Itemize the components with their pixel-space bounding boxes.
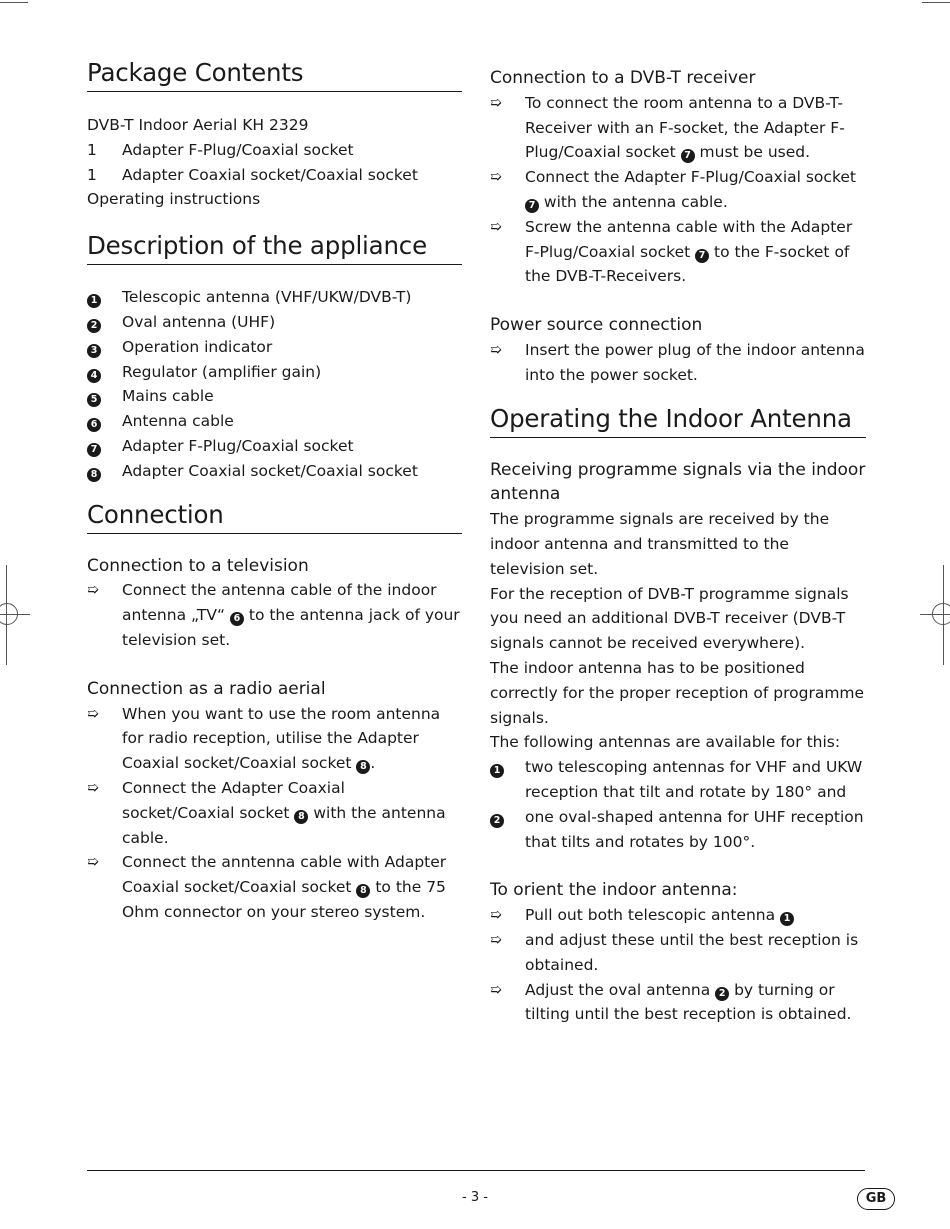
number-6-icon: 6 xyxy=(87,418,101,432)
number-7-icon: 7 xyxy=(525,199,539,213)
number-1-icon: 1 xyxy=(780,912,794,926)
list-item: 1 Telescopic antenna (VHF/UKW/DVB-T) xyxy=(87,285,462,310)
number-4-icon: 4 xyxy=(87,369,101,383)
arrow-right-icon: ➯ xyxy=(490,169,502,186)
arrow-right-icon: ➯ xyxy=(87,582,99,599)
list-item: 8 Adapter Coaxial socket/Coaxial socket xyxy=(87,459,462,484)
list-item: 5 Mains cable xyxy=(87,384,462,409)
parts-list xyxy=(87,285,462,483)
list-item: 6 Antenna cable xyxy=(87,409,462,434)
number-2-icon: 2 xyxy=(87,319,101,333)
arrow-right-icon: ➯ xyxy=(490,981,502,998)
number-8-icon: 8 xyxy=(356,884,370,898)
instruction-step: ➯ Pull out both telescopic antenna 1 xyxy=(490,903,866,928)
list-item: 2 one oval-shaped antenna for UHF reception that tilts and rotates by 100°. xyxy=(490,805,866,855)
instruction-step: ➯ Insert the power plug of the indoor antenna into the power socket. xyxy=(490,338,866,388)
list-item: 3 Operation indicator xyxy=(87,335,462,360)
paragraph: For the reception of DVB-T programme signals you need an additional DVB-T receiver (DVB-T signals cannot be received everywhere). xyxy=(490,584,849,653)
crop-mark-top-right xyxy=(922,2,950,3)
number-7-icon: 7 xyxy=(681,149,695,163)
arrow-right-icon: ➯ xyxy=(490,341,502,358)
package-line: 1 Adapter F-Plug/Coaxial socket xyxy=(87,138,462,163)
arrow-right-icon: ➯ xyxy=(87,854,99,871)
number-3-icon: 3 xyxy=(87,344,101,358)
instruction-step: ➯ Connect the Adapter Coaxial socket/Coaxial socket 8 with the antenna cable. xyxy=(87,776,462,850)
package-contents-list xyxy=(87,113,462,212)
instruction-step: ➯ Adjust the oval antenna 2 by turning or tilting until the best reception is obtained. xyxy=(490,978,866,1028)
arrow-right-icon: ➯ xyxy=(87,779,99,796)
quantity: 1 xyxy=(87,140,97,159)
paragraph: The indoor antenna has to be positioned correctly for the proper reception of programme signals. xyxy=(490,658,865,727)
number-8-icon: 8 xyxy=(87,468,101,482)
page-number: - 3 - xyxy=(462,1190,488,1205)
package-line: Operating instructions xyxy=(87,190,261,209)
power-connection-heading: Power source connection xyxy=(490,315,703,336)
instruction-step: ➯ Connect the Adapter F-Plug/Coaxial socket 7 with the antenna cable. xyxy=(490,165,866,215)
paragraph: The following antennas are available for this: xyxy=(490,733,841,752)
arrow-right-icon: ➯ xyxy=(87,705,99,722)
crop-mark-top-left xyxy=(0,2,28,3)
receiving-signals-heading: Receiving programme signals via the indoor antenna xyxy=(490,459,866,505)
description-title: Description of the appliance xyxy=(87,231,462,265)
number-6-icon: 6 xyxy=(230,612,244,626)
package-line: 1 Adapter Coaxial socket/Coaxial socket xyxy=(87,163,462,188)
list-item: 4 Regulator (amplifier gain) xyxy=(87,360,462,385)
paragraph: The programme signals are received by the indoor antenna and transmitted to the television set. xyxy=(490,510,830,578)
package-contents-title: Package Contents xyxy=(87,58,462,92)
quantity: 1 xyxy=(87,165,97,184)
arrow-right-icon: ➯ xyxy=(490,94,502,111)
connection-dvbt-heading: Connection to a DVB-T receiver xyxy=(490,68,756,88)
footer-divider xyxy=(87,1170,865,1171)
instruction-step: ➯ Connect the antenna cable of the indoor antenna „TV“ 6 to the antenna jack of your television set. xyxy=(87,578,462,652)
number-8-icon: 8 xyxy=(356,760,370,774)
left-column xyxy=(87,58,462,925)
orient-antenna-heading: To orient the indoor antenna: xyxy=(490,880,738,901)
operating-title: Operating the Indoor Antenna xyxy=(490,404,866,438)
number-1-icon: 1 xyxy=(87,294,101,308)
arrow-right-icon: ➯ xyxy=(490,218,502,235)
registration-circle-left xyxy=(0,603,18,625)
number-2-icon: 2 xyxy=(715,987,729,1001)
number-8-icon: 8 xyxy=(294,810,308,824)
instruction-step: ➯ To connect the room antenna to a DVB-T-Receiver with an F-socket, the Adapter F-Plug/Coaxial socket 7 must be used. xyxy=(490,91,866,165)
instruction-step: ➯ When you want to use the room antenna for radio reception, utilise the Adapter Coaxial socket/Coaxial socket 8 . xyxy=(87,702,462,776)
number-7-icon: 7 xyxy=(87,443,101,457)
number-1-icon: 1 xyxy=(490,764,504,778)
package-line: DVB-T Indoor Aerial KH 2329 xyxy=(87,116,309,134)
number-7-icon: 7 xyxy=(695,249,709,263)
number-2-icon: 2 xyxy=(490,814,504,828)
connection-radio-heading: Connection as a radio aerial xyxy=(87,678,326,699)
list-item: 1 two telescoping antennas for VHF and UKW reception that tilt and rotate by 180° and xyxy=(490,755,866,805)
arrow-right-icon: ➯ xyxy=(490,931,502,948)
connection-tv-heading: Connection to a television xyxy=(87,555,309,576)
language-badge: GB xyxy=(857,1188,895,1210)
list-item: 2 Oval antenna (UHF) xyxy=(87,310,462,335)
list-item: 7 Adapter F-Plug/Coaxial socket xyxy=(87,434,462,459)
instruction-step: ➯ Screw the antenna cable with the Adapter F-Plug/Coaxial socket 7 to the F-socket of the DVB-T-Receivers. xyxy=(490,215,866,289)
right-column xyxy=(490,66,866,1027)
instruction-step: ➯ Connect the anntenna cable with Adapter Coaxial socket/Coaxial socket 8 to the 75 Ohm connector on your stereo system. xyxy=(87,850,462,924)
arrow-right-icon: ➯ xyxy=(490,907,502,924)
connection-title: Connection xyxy=(87,500,462,534)
registration-circle-right xyxy=(932,603,950,625)
number-5-icon: 5 xyxy=(87,393,101,407)
instruction-step: ➯ and adjust these until the best reception is obtained. xyxy=(490,928,866,978)
